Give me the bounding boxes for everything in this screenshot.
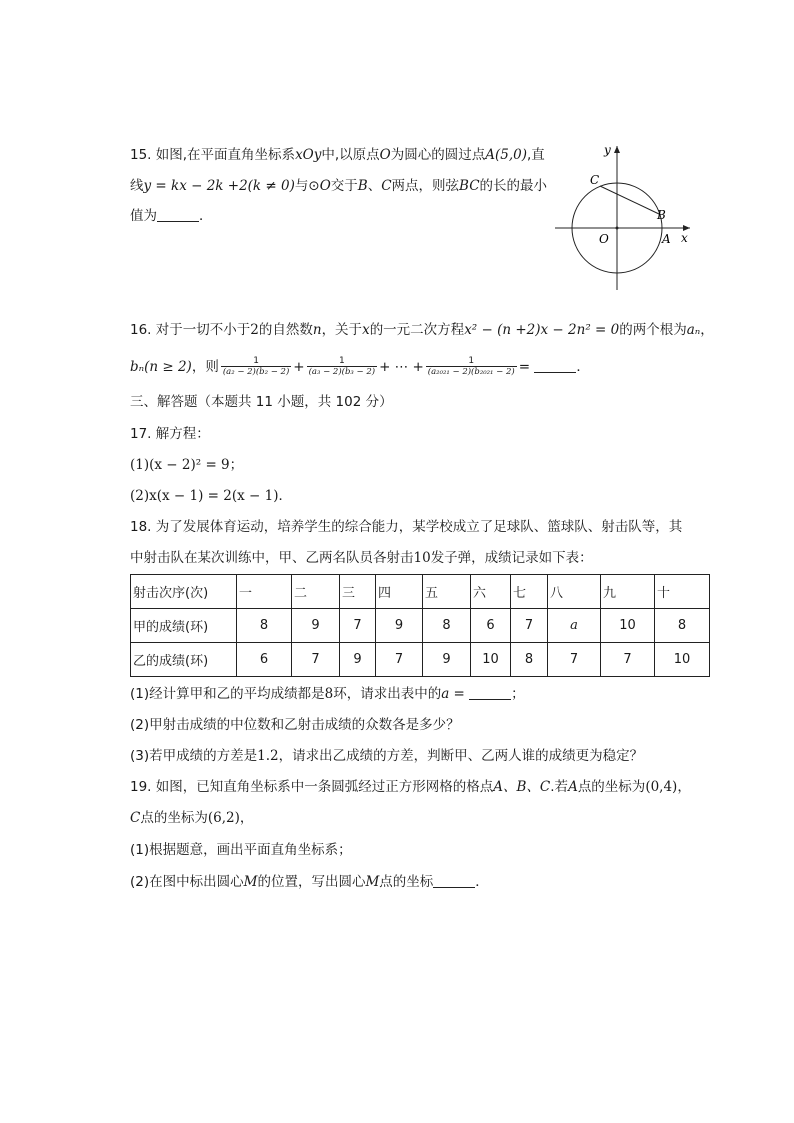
chord-bc bbox=[600, 186, 659, 214]
table-cell: 10 bbox=[471, 643, 511, 677]
table-row bbox=[131, 643, 710, 677]
label-b: B bbox=[657, 208, 666, 222]
fraction-1: $\frac{1}{\text{(a₂ − 2)(b₂ − 2)}}$ bbox=[222, 356, 290, 377]
origin-point bbox=[616, 227, 619, 230]
table-cell: 六 bbox=[471, 575, 511, 609]
q19-line-2: C点的坐标为(6,2)， bbox=[130, 810, 254, 826]
q19-part-2: (2)在图中标出圆心M的位置，写出圆心M点的坐标 ． bbox=[130, 874, 489, 890]
answer-blank bbox=[157, 207, 199, 222]
table-cell: a bbox=[548, 609, 601, 643]
table-cell: 五 bbox=[423, 575, 471, 609]
circle-figure bbox=[548, 140, 698, 295]
label-a: A bbox=[662, 232, 671, 246]
label-c: C bbox=[590, 173, 600, 187]
q19-line-1: 19. 如图，已知直角坐标系中一条圆弧经过正方形网格的格点A、B、C.若A点的坐标为(0,4)， bbox=[130, 779, 691, 795]
table-cell: 8 bbox=[511, 643, 548, 677]
fraction-3: $\frac{1}{\text{(a₂₀₂₁ − 2)(b₂₀₂₁ − 2)}}$ bbox=[427, 356, 515, 377]
q17-title: 17. 解方程： bbox=[130, 426, 210, 442]
fraction-2: $\frac{1}{\text{(a₃ − 2)(b₃ − 2)}}$ bbox=[308, 356, 376, 377]
q18-part-2: (2)甲射击成绩的中位数和乙射击成绩的众数各是多少？ bbox=[130, 717, 460, 733]
table-cell: 二 bbox=[292, 575, 340, 609]
table-cell: 三 bbox=[340, 575, 376, 609]
q17-part-1: (1)(x − 2)² = 9； bbox=[130, 457, 244, 473]
table-cell: 8 bbox=[237, 609, 292, 643]
table-cell: 七 bbox=[511, 575, 548, 609]
answer-blank bbox=[469, 685, 511, 700]
q16-line-2: bₙ(n ≥ 2)，则 $\frac{1}{\text{(a₂ − 2)(b₂ − 2)}}$ + $\frac{1}{\text{(a₃ − 2)(b₃ − 2)}}$ + ⋯ + $\frac{1}{\text{(a₂₀₂₁ − 2)(b₂₀₂₁ − 2)}}$ = ． bbox=[130, 356, 590, 377]
label-x: x bbox=[681, 231, 688, 245]
table-cell: 甲的成绩(环) bbox=[131, 609, 237, 643]
table-cell: 7 bbox=[601, 643, 655, 677]
table-cell: 7 bbox=[340, 609, 376, 643]
q18-line-1: 18. 为了发展体育运动，培养学生的综合能力，某学校成立了足球队、篮球队、射击队等，其 bbox=[130, 519, 683, 535]
table-cell: 10 bbox=[655, 643, 710, 677]
q18-line-2: 中射击队在某次训练中，甲、乙两名队员各射击10发子弹，成绩记录如下表： bbox=[130, 550, 593, 566]
table-cell: 9 bbox=[292, 609, 340, 643]
table-cell: 6 bbox=[471, 609, 511, 643]
table-row bbox=[131, 609, 710, 643]
score-table bbox=[130, 574, 710, 677]
table-cell: 射击次序(次) bbox=[131, 575, 237, 609]
table-cell: 四 bbox=[376, 575, 423, 609]
table-cell: 7 bbox=[511, 609, 548, 643]
table-cell: 8 bbox=[423, 609, 471, 643]
table-cell: 9 bbox=[340, 643, 376, 677]
table-cell: 九 bbox=[601, 575, 655, 609]
table-cell: 7 bbox=[548, 643, 601, 677]
q17-part-2: (2)x(x − 1) = 2(x − 1)． bbox=[130, 488, 292, 504]
label-o: O bbox=[599, 232, 609, 246]
y-axis-arrow bbox=[614, 146, 620, 153]
q16-line-1: 16. 对于一切不小于2的自然数n，关于x的一元二次方程x² − (n +2)x − 2n² = 0的两个根为aₙ， bbox=[130, 322, 714, 338]
table-header-row bbox=[131, 575, 710, 609]
table-cell: 9 bbox=[376, 609, 423, 643]
table-cell: 6 bbox=[237, 643, 292, 677]
table-cell: 7 bbox=[292, 643, 340, 677]
answer-blank bbox=[433, 873, 475, 888]
table-cell: 7 bbox=[376, 643, 423, 677]
q15-line-1: 15. 如图,在平面直角坐标系xOy中,以原点O为圆心的圆过点A(5,0),直 bbox=[130, 147, 545, 163]
q15-line-3: 值为 ． bbox=[130, 208, 213, 224]
q18-part-3: (3)若甲成绩的方差是1.2，请求出乙成绩的方差，判断甲、乙两人谁的成绩更为稳定？ bbox=[130, 748, 644, 764]
table-cell: 十 bbox=[655, 575, 710, 609]
answer-blank bbox=[534, 358, 576, 373]
q15-line-2: 线y = kx − 2k +2(k ≠ 0)与⊙O交于B、C两点，则弦BC的长的最小 bbox=[130, 178, 548, 194]
table-cell: 8 bbox=[655, 609, 710, 643]
q18-part-1: (1)经计算甲和乙的平均成绩都是8环，请求出表中的a = ； bbox=[130, 686, 525, 702]
section-heading: 三、解答题（本题共 11 小题，共 102 分） bbox=[130, 394, 393, 410]
table-cell: 10 bbox=[601, 609, 655, 643]
table-cell: 一 bbox=[237, 575, 292, 609]
table-cell: 乙的成绩(环) bbox=[131, 643, 237, 677]
table-cell: 9 bbox=[423, 643, 471, 677]
table-cell: 八 bbox=[548, 575, 601, 609]
label-y: y bbox=[604, 143, 611, 157]
q19-part-1: (1)根据题意，画出平面直角坐标系； bbox=[130, 842, 352, 858]
